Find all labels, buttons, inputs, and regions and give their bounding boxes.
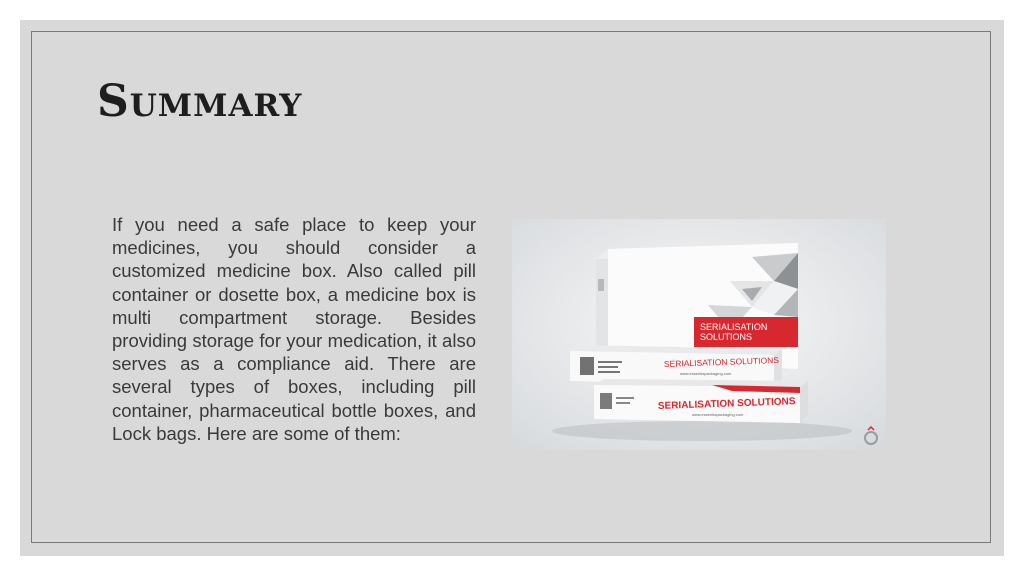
bottom-box-text-line [616,397,634,399]
bottom-box-url: www.essentiapackaging.com [692,412,744,417]
slide-title: Summary [97,76,303,127]
bottom-box-barcode [600,393,612,409]
bottom-box [594,379,808,423]
slide-body-text: If you need a safe place to keep your medicines, you should consider a customized medicine box. Also called pill container or dosette box, a medicine box is multi compartment storage. Besides providing storage for your medication, it also serves as a compliance aid. There are several types of boxes, including pill container, pharmaceutical bottle boxes, and Lock bags. Here are some of them: [112,214,476,444]
top-box-label-line2: SOLUTIONS [700,332,753,342]
middle-box-text-line [598,371,620,373]
middle-box-barcode [580,357,594,375]
middle-box-text-line [598,366,618,368]
bottom-box-label: SERIALISATION SOLUTIONS [657,396,796,412]
top-box-side-code [598,279,604,291]
floor-shadow [552,421,852,441]
top-box-side [596,249,608,359]
medicine-box-product-image [512,219,886,450]
bottom-box-text-line [616,402,630,404]
top-box-label-line1: SERIALISATION [700,322,768,332]
slide [20,20,1004,556]
middle-box-label: SERIALISATION SOLUTIONS [663,354,780,369]
middle-box [570,345,782,385]
middle-box-text-line [598,361,622,363]
middle-box-url: www.essentiapackaging.com [680,371,732,376]
